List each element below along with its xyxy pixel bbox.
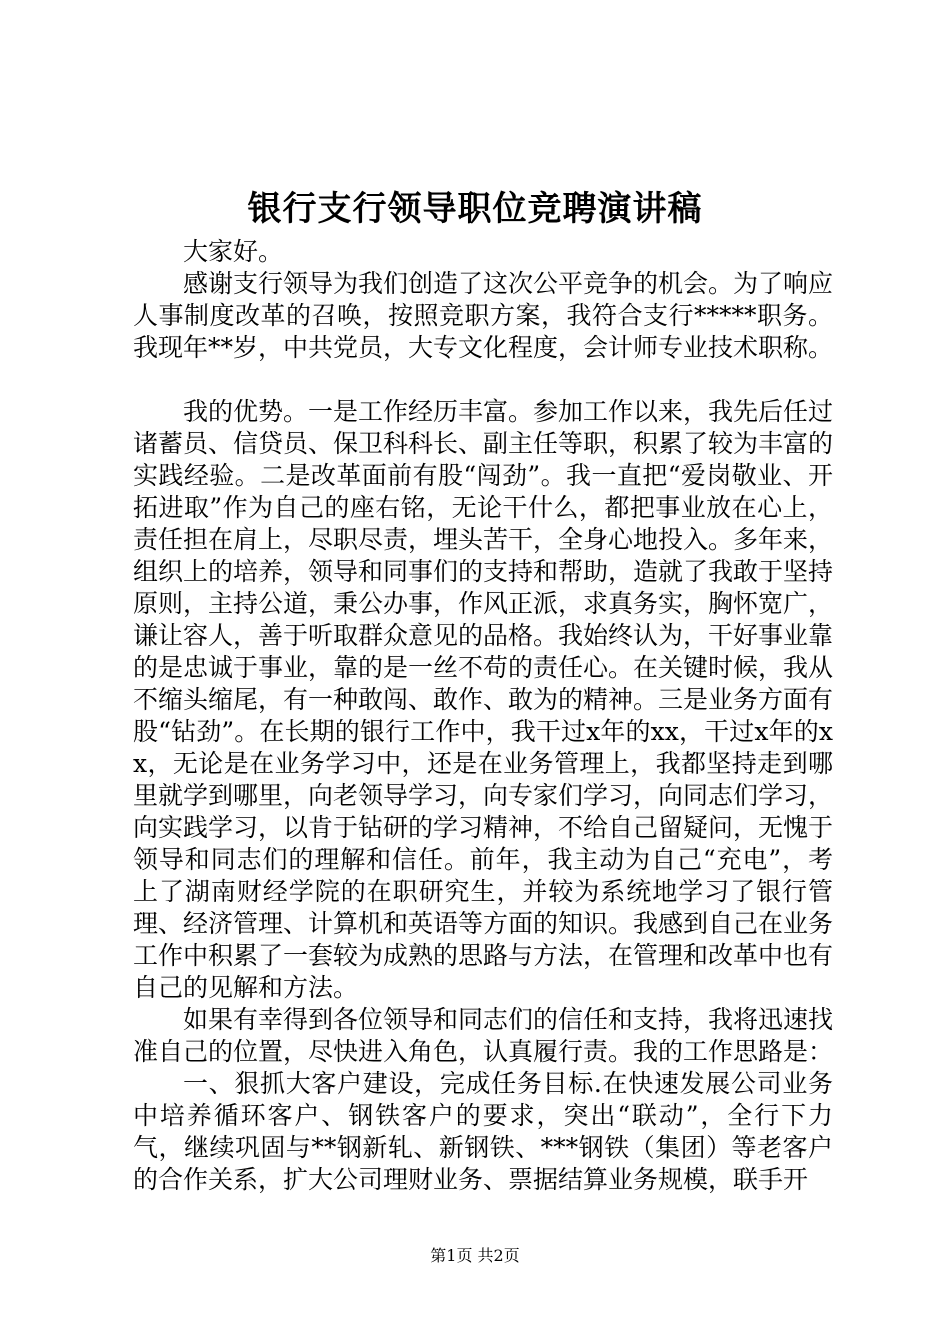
paragraph-point-one: 一、狠抓大客户建设，完成任务目标.在快速发展公司业务中培养循环客户、钢铁客户的要求，突出“联动”，全行下力气，继续巩固与**钢新轧、新钢铁、***钢铁（集团）等老客户的合作关系，扩大公司理财业务、票据结算业务规模，联手开 — [133, 1069, 833, 1194]
paragraph-advantages: 我的优势。一是工作经历丰富。参加工作以来，我先后任过诸蓄员、信贷员、保卫科科长、副主任等职，积累了较为丰富的实践经验。二是改革面前有股“闯劲”。我一直把“爱岗敬业、开拓进取”作为自己的座右铭，无论干什么，都把事业放在心上，责任担在肩上，尽职尽责，埋头苦干，全身心地投入。多年来，组织上的培养，领导和同事们的支持和帮助，造就了我敢于坚持原则，主持公道，秉公办事，作风正派，求真务实，胸怀宽广，谦让容人，善于听取群众意见的品格。我始终认为，干好事业靠的是忠诚于事业，靠的是一丝不苟的责任心。在关键时候，我从不缩头缩尾，有一种敢闯、敢作、敢为的精神。三是业务方面有股“钻劲”。在长期的银行工作中，我干过x年的xx，干过x年的xx，无论是在业务学习中，还是在业务管理上，我都坚持走到哪里就学到哪里，向老领导学习，向专家们学习，向同志们学习，向实践学习，以肯于钻研的学习精神，不给自己留疑问，无愧于领导和同志们的理解和信任。前年，我主动为自己“充电”，考上了湖南财经学院的在职研究生，并较为系统地学习了银行管理、经济管理、计算机和英语等方面的知识。我感到自己在业务工作中积累了一套较为成熟的思路与方法，在管理和改革中也有自己的见解和方法。 — [133, 397, 834, 1002]
document-body — [133, 236, 833, 1196]
paragraph-work-ideas: 如果有幸得到各位领导和同志们的信任和支持，我将迅速找准自己的位置，尽快进入角色，认真履行责。我的工作思路是： — [133, 1005, 834, 1066]
document-title: 银行支行领导职位竞聘演讲稿 — [247, 189, 703, 229]
paragraph-intro: 感谢支行领导为我们创造了这次公平竞争的机会。为了响应人事制度改革的召唤，按照竞职方案，我符合支行*****职务。我现年**岁，中共党员，大专文化程度，会计师专业技术职称。 — [133, 269, 834, 362]
paragraph-greeting: 大家好。 — [183, 237, 284, 266]
page-number-footer: 第1页 共2页 — [430, 1246, 520, 1265]
